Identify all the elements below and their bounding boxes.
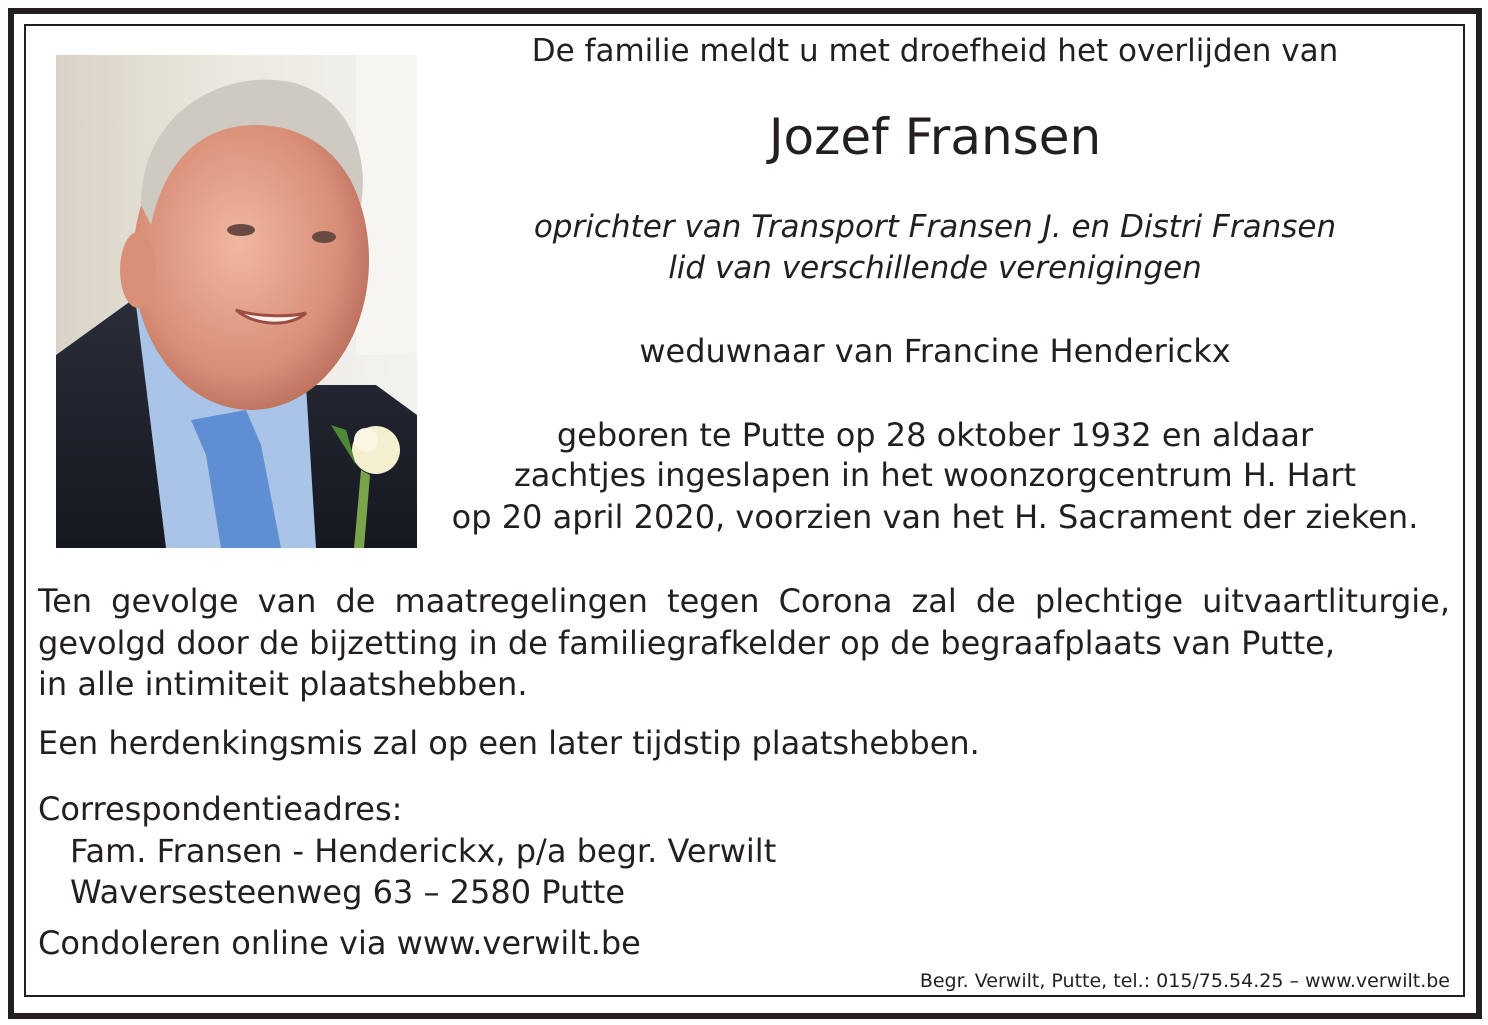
portrait-photo <box>56 55 417 548</box>
bio-line: geboren te Putte op 28 oktober 1932 en aldaar <box>556 416 1314 454</box>
role-line: lid van verschillende verenigingen <box>668 250 1202 286</box>
funeral-paragraph-line <box>38 582 1450 620</box>
intro-line: De familie meldt u met droefheid het overlijden van <box>531 33 1339 69</box>
bio-line: zachtjes ingeslapen in het woonzorgcentrum H. Hart <box>513 456 1357 494</box>
memorial-mass-line: Een herdenkingsmis zal op een later tijdstip plaatshebben. <box>38 724 980 762</box>
address-line: Waversesteenweg 63 – 2580 Putte <box>70 873 626 911</box>
correspondence-label: Correspondentieadres: <box>38 790 403 828</box>
funeral-paragraph-line: in alle intimiteit plaatshebben. <box>38 665 528 703</box>
condolence-line: Condoleren online via www.verwilt.be <box>38 924 641 962</box>
address-line: Fam. Fransen - Henderickx, p/a begr. Verwilt <box>70 832 777 870</box>
funeral-paragraph-text: Ten gevolge van de maatregelingen tegen Corona zal de plechtige uitvaartliturgie, <box>38 582 1450 620</box>
role-line: oprichter van Transport Fransen J. en Distri Fransen <box>533 209 1337 245</box>
footer-credit: Begr. Verwilt, Putte, tel.: 015/75.54.25 – www.verwilt.be <box>919 970 1450 992</box>
widower-line: weduwnaar van Francine Henderickx <box>639 332 1231 370</box>
deceased-name: Jozef Fransen <box>768 108 1102 166</box>
funeral-paragraph-line: gevolgd door de bijzetting in de familiegrafkelder op de begraafplaats van Putte, <box>38 624 1336 662</box>
bio-line: op 20 april 2020, voorzien van het H. Sacrament der zieken. <box>451 498 1419 536</box>
